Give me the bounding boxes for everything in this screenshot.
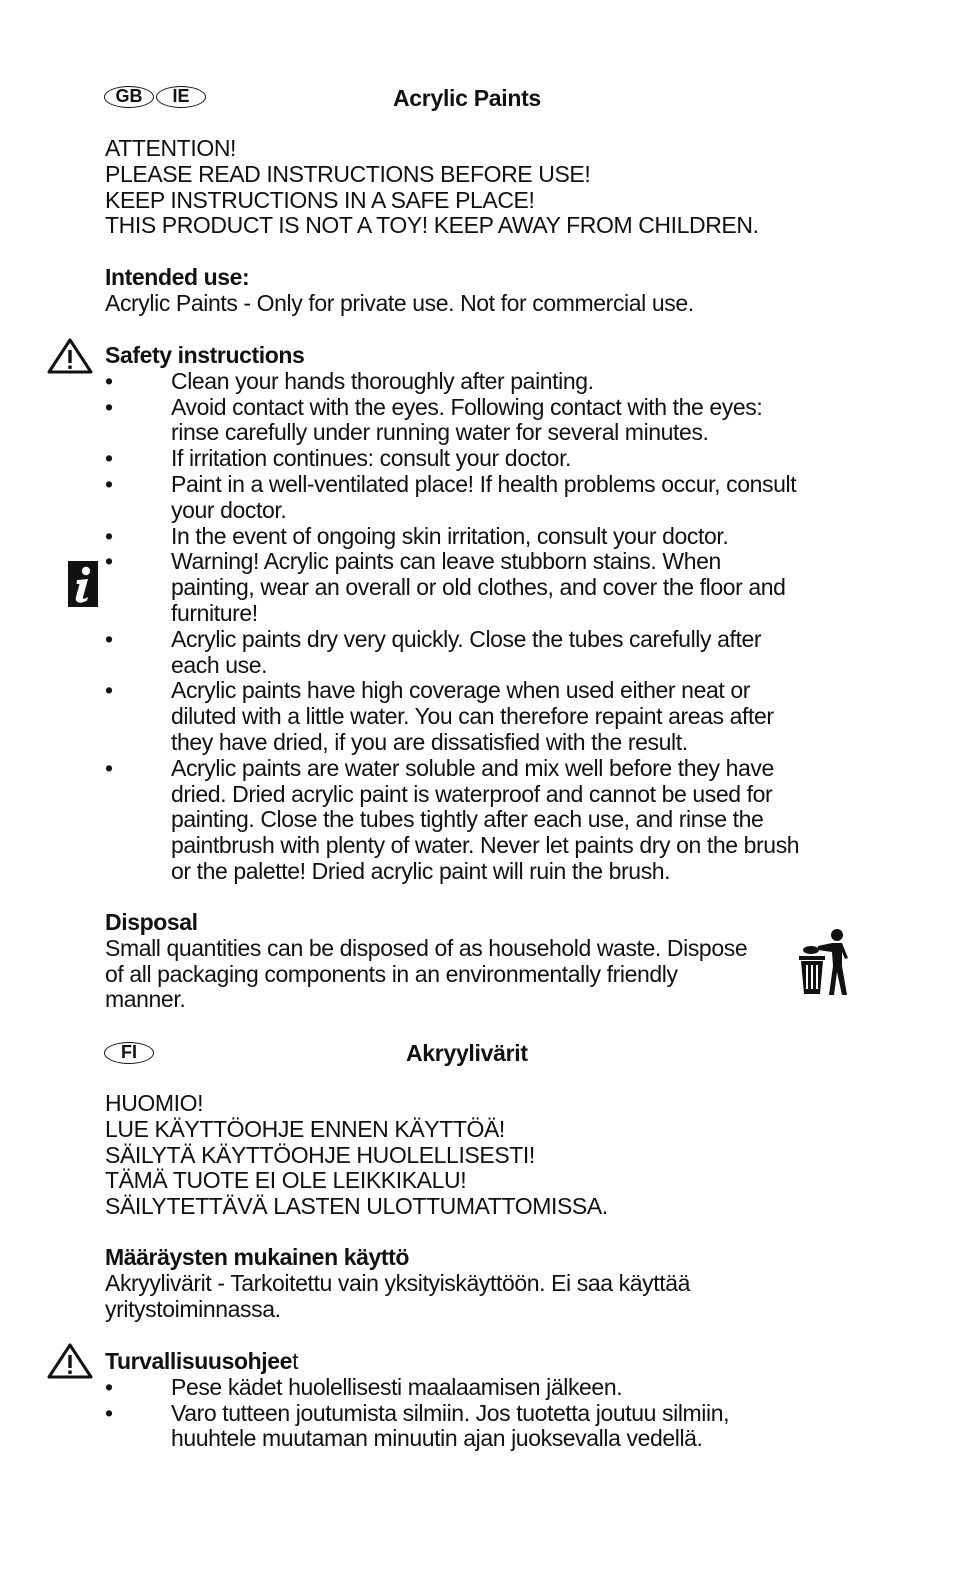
item-line: diluted with a little water. You can therefore repaint areas after: [171, 703, 774, 730]
item-line: Acrylic paints are water soluble and mix well before they have: [171, 754, 774, 781]
list-item: [105, 524, 845, 550]
list-item: [105, 446, 845, 472]
bullet: •: [105, 1373, 113, 1400]
intended-use-heading: Intended use:: [105, 264, 250, 290]
language-badge-fi: FI: [104, 1042, 154, 1064]
list-item: [105, 1401, 845, 1453]
list-item: [105, 395, 845, 447]
bullet: •: [105, 393, 113, 420]
attention-line: KEEP INSTRUCTIONS IN A SAFE PLACE!: [105, 186, 535, 213]
disposal-heading: Disposal: [105, 909, 198, 935]
disposal-line: Small quantities can be disposed of as household waste. Dispose: [105, 934, 748, 961]
warning-triangle-icon: [46, 1342, 94, 1380]
item-line: painting. Close the tubes tightly after each use, and rinse the: [171, 806, 764, 833]
safety-list-gb: [105, 369, 845, 885]
item-line: Warning! Acrylic paints can leave stubborn stains. When: [171, 548, 721, 575]
safety-section-fi: [105, 1349, 845, 1452]
item-line: If irritation continues: consult your doctor.: [171, 445, 572, 472]
attention-line: TÄMÄ TUOTE EI OLE LEIKKIKALU!: [105, 1167, 467, 1194]
item-line: Pese kädet huolellisesti maalaamisen jälkeen.: [171, 1373, 623, 1400]
intended-use-text: Acrylic Paints - Only for private use. Not for commercial use.: [105, 289, 694, 316]
list-item: [105, 1375, 845, 1401]
list-item: [105, 756, 845, 885]
section-title-gb: Acrylic Paints: [393, 85, 541, 111]
bullet: •: [105, 1399, 113, 1426]
item-line: your doctor.: [171, 496, 287, 523]
attention-line: THIS PRODUCT IS NOT A TOY! KEEP AWAY FROM CHILDREN.: [105, 212, 759, 239]
safety-section-gb: [105, 343, 845, 885]
item-line: paintbrush with plenty of water. Never let paints dry on the brush: [171, 832, 800, 859]
intended-use-fi: [105, 1245, 845, 1322]
attention-line: HUOMIO!: [105, 1090, 204, 1116]
bullet: •: [105, 754, 113, 781]
item-line: rinse carefully under running water for several minutes.: [171, 419, 709, 446]
safety-list-fi: [105, 1375, 845, 1452]
item-line: dried. Dried acrylic paint is waterproof and cannot be used for: [171, 780, 773, 807]
item-line: or the palette! Dried acrylic paint will ruin the brush.: [171, 857, 671, 884]
info-icon: [68, 561, 98, 607]
attention-line: SÄILYTÄ KÄYTTÖOHJE HUOLELLISESTI!: [105, 1141, 535, 1168]
disposal-line: of all packaging components in an environmentally friendly: [105, 960, 678, 987]
language-badges-fi: [104, 1042, 154, 1064]
disposal-line: manner.: [105, 986, 186, 1013]
item-line: Acrylic paints have high coverage when used either neat or: [171, 677, 750, 704]
list-item: [105, 627, 845, 679]
bullet: •: [105, 445, 113, 472]
item-line: In the event of ongoing skin irritation, consult your doctor.: [171, 522, 729, 549]
item-line: Paint in a well-ventilated place! If health problems occur, consult: [171, 470, 797, 497]
attention-block-gb: [105, 136, 845, 239]
attention-line: ATTENTION!: [105, 135, 237, 161]
safety-heading-bold: Turvallisuusohjee: [105, 1348, 293, 1374]
item-line: painting, wear an overall or old clothes, and cover the floor and: [171, 574, 786, 601]
bullet: •: [105, 677, 113, 704]
waste-bin-icon: [796, 928, 850, 996]
safety-heading: Safety instructions: [105, 342, 305, 368]
language-badge-ie: IE: [156, 86, 206, 108]
intended-use-gb: [105, 265, 845, 317]
language-badge-gb: GB: [104, 86, 154, 108]
list-item: [105, 472, 845, 524]
item-line: Varo tutteen joutumista silmiin. Jos tuotetta joutuu silmiin,: [171, 1399, 730, 1426]
safety-heading: [105, 1349, 845, 1375]
item-line: Avoid contact with the eyes. Following contact with the eyes:: [171, 393, 763, 420]
intended-use-line: yritystoiminnassa.: [105, 1295, 281, 1322]
attention-block-fi: [105, 1091, 845, 1220]
list-item: [105, 678, 845, 755]
attention-line: PLEASE READ INSTRUCTIONS BEFORE USE!: [105, 160, 591, 187]
bullet: •: [105, 470, 113, 497]
item-line: each use.: [171, 651, 268, 678]
bullet: •: [105, 367, 113, 394]
attention-line: SÄILYTETTÄVÄ LASTEN ULOTTUMATTOMISSA.: [105, 1193, 608, 1220]
bullet: •: [105, 625, 113, 652]
item-line: Clean your hands thoroughly after painting.: [171, 367, 594, 394]
intended-use-line: Akryylivärit - Tarkoitettu vain yksityiskäyttöön. Ei saa käyttää: [105, 1269, 690, 1296]
item-line: they have dried, if you are dissatisfied with the result.: [171, 728, 688, 755]
warning-triangle-icon: [46, 337, 94, 375]
list-item: [105, 549, 845, 626]
intended-use-heading: Määräysten mukainen käyttö: [105, 1244, 410, 1270]
bullet: •: [105, 522, 113, 549]
safety-heading-tail: t: [292, 1348, 299, 1374]
language-badges-gb-ie: [104, 86, 206, 108]
item-line: huuhtele muutaman minuutin ajan juoksevalla vedellä.: [171, 1425, 703, 1452]
disposal-section-gb: [105, 910, 845, 1013]
bullet: •: [105, 548, 113, 575]
section-title-fi: Akryylivärit: [406, 1040, 528, 1066]
attention-line: LUE KÄYTTÖOHJE ENNEN KÄYTTÖÄ!: [105, 1115, 505, 1142]
item-line: furniture!: [171, 599, 258, 626]
item-line: Acrylic paints dry very quickly. Close the tubes carefully after: [171, 625, 762, 652]
list-item: [105, 369, 845, 395]
